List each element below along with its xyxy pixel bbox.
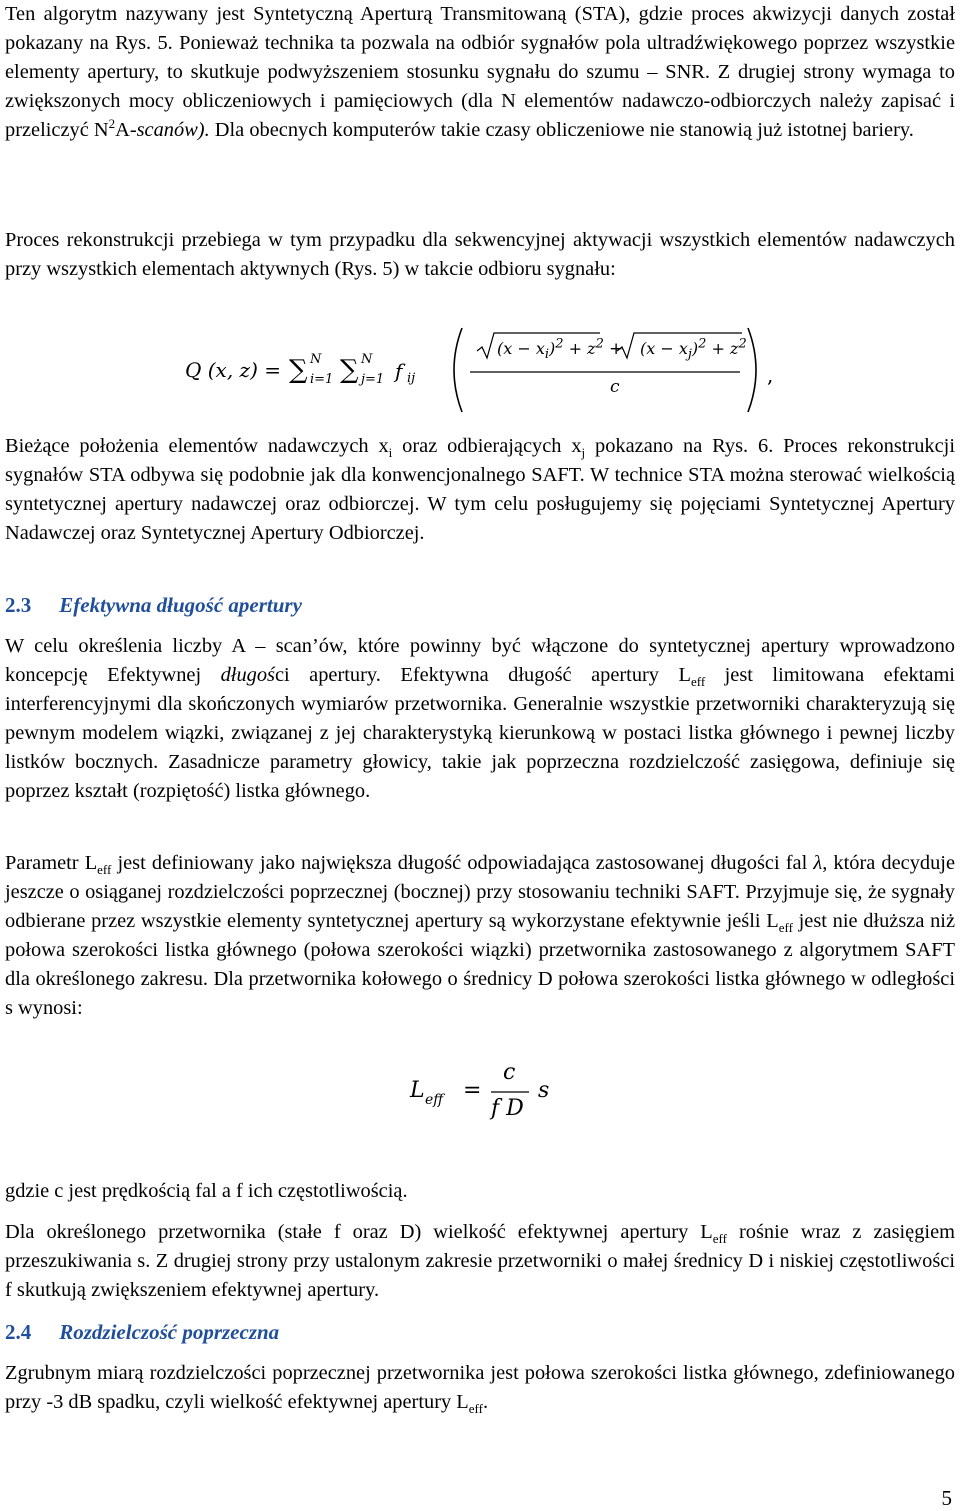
heading-lateral-resolution: 2.4 Rozdzielczość poprzeczna — [5, 1320, 280, 1344]
paragraph-positions-sta: Bieżące położenia elementów nadawczych $x_i$ oraz odbierających $x_j$ pokazano na Rys. 6. Proces rekonstrukcji sygnałów STA odbywa się podobnie jak dla konwencjonalnego SAFT. W technice STA można sterować wielkością syntetycznej apertury nadawczej oraz odbiorczej. W tym celu posługujemy się pojęciami Syntetycznej Apertury Nadawczej oraz Syntetycznej Apertury Odbiorczej. — [5, 435, 955, 544]
paragraph-effective-length: W celu określenia liczby A – scan’ów, które powinny być włączone do syntetycznej apertury wprowadzono koncepcję Efektywnej długości apertury. Efektywna długość apertury $L_{eff}$ jest limitowana efektami interferencyjnymi dla skończonych wymiarów przetwornika. Generalnie wszystkie przetworniki charakteryzują się pewnym modelem wiązki, związanej z jej charakterystyką kierunkową w postaci listka głównego i pewnej liczby listków bocznych. Zasadnicze parametry głowicy, takie jak poprzeczna rozdzielczość zasięgowa, definiuje się poprzez kształt (rozpiętość) listka głównego. — [5, 635, 955, 802]
paragraph-leff-definition: Parametr $L_{eff}$ jest definiowany jako największa długość odpowiadająca zastosowanej długości fal λ, która decyduje jeszcze o osiąganej rozdzielczości poprzecznej (bocznej) przy stosowaniu techniki SAFT. Przyjmuje się, że sygnały odbierane przez wszystkie elementy syntetycznej apertury są wykorzystane efektywnie jeśli $L_{eff}$ jest nie dłuższa niż połowa szerokości listka głównego (połowa szerokości wiązki) przetwornika zastosowanego z algorytmem SAFT dla określonego zakresu. Dla przetwornika kołowego o średnicy D połowa szerokości listka głównego w odległości s wynosi: — [5, 852, 956, 1019]
paragraph-leff-growth: Dla określonego przetwornika (stałe f oraz D) wielkość efektywnej apertury $L_{eff}$ rośnie wraz z zasięgiem przeszukiwania s. Z drugiej strony przy ustalonym zakresie przetworniki o małej średnicy D i niskiej częstotliwości f skutkują zwiększeniem efektywnej apertury. — [5, 1221, 955, 1301]
formula2-fraction-line — [491, 1090, 531, 1094]
heading-effective-aperture: 2.3 Efektywna długość apertury — [5, 593, 302, 617]
paragraph-sta-intro: Ten algorytm nazywany jest Syntetyczną Aperturą Transmitowaną (STA), gdzie proces akwizycji danych został pokazany na Rys. 5. Ponieważ technika ta pozwala na odbiór sygnałów pola ultradźwiękowego poprzez wszystkie elementy apertury, to skutkuje podwyższeniem stosunku sygnału do szumu – SNR. Z drugiej strony wymaga to zwiększonych mocy obliczeniowych i pamięciowych (dla N elementów nadawczo-odbiorczych należy zapisać i przeliczyć $N^2A-scanów$). Dla obecnych komputerów takie czasy obliczeniowe nie stanowią już istotnej bariery. — [5, 3, 955, 141]
page-number: 5 — [941, 1486, 952, 1510]
paragraph-c-and-f: gdzie c jest prędkością fal a f ich częstotliwością. — [5, 1180, 408, 1202]
formula-leff: L eff = c f D s — [410, 1060, 550, 1121]
paragraph-reconstruction: Proces rekonstrukcji przebiega w tym przypadku dla sekwencyjnej aktywacji wszystkich elementów nadawczych przy wszystkich elementach aktywnych (Rys. 5) w takcie odbioru sygnału: — [5, 229, 955, 280]
paragraph-lateral-resolution: Zgrubnym miarą rozdzielczości poprzecznej przetwornika jest połowa szerokości listka głównego, zdefiniowanego przy -3 dB spadku, czyli wielkość efektywnej apertury $L_{eff}$. — [5, 1362, 955, 1417]
formula-q: Q (x, z) = ∑ N i=1 ∑ N j=1 f ij $(x - x_i)^2 + z^2$ + $(x - x_j)^2 + z^2$ c , — [185, 325, 785, 415]
